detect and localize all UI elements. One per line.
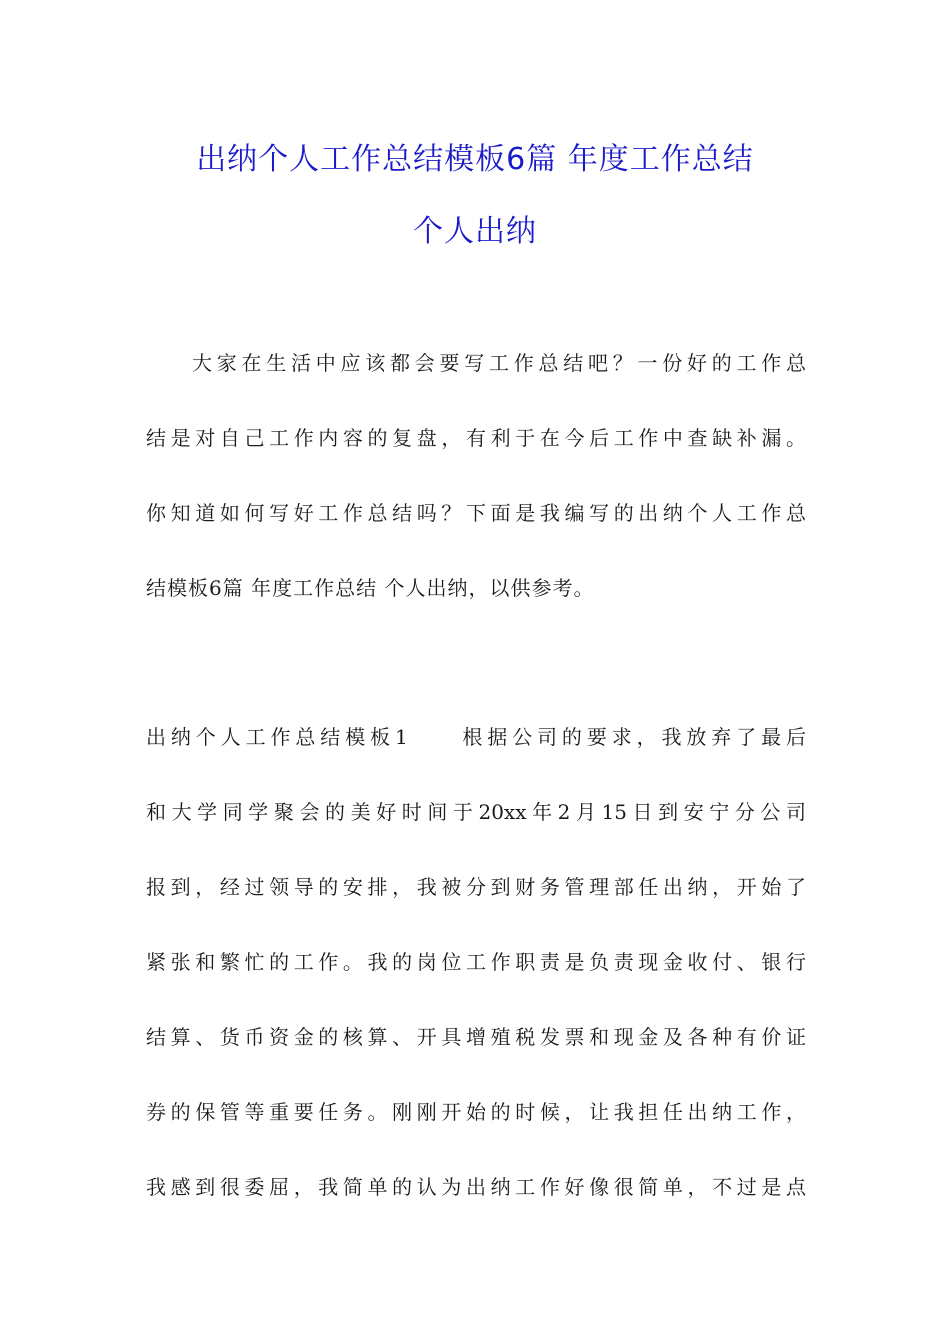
- body-paragraph-line: 紧张和繁忙的工作。我的岗位工作职责是负责现金收付、银行: [146, 950, 806, 974]
- intro-paragraph-line: 大家在生活中应该都会要写工作总结吧？一份好的工作总: [192, 351, 806, 375]
- intro-paragraph-line: 结模板6篇 年度工作总结 个人出纳，以供参考。: [146, 576, 595, 600]
- intro-paragraph-line: 结是对自己工作内容的复盘，有利于在今后工作中查缺补漏。: [146, 426, 806, 450]
- body-paragraph-line: 出纳个人工作总结模板1 根据公司的要求，我放弃了最后: [146, 725, 806, 749]
- body-paragraph-line: 和大学同学聚会的美好时间于20xx年2月15日到安宁分公司: [146, 800, 806, 824]
- document-title-line-2: 个人出纳: [413, 214, 537, 249]
- intro-paragraph-line: 你知道如何写好工作总结吗？下面是我编写的出纳个人工作总: [146, 501, 806, 525]
- body-paragraph-line: 我感到很委屈，我简单的认为出纳工作好像很简单，不过是点: [146, 1175, 806, 1199]
- body-paragraph-line: 券的保管等重要任务。刚刚开始的时候，让我担任出纳工作，: [146, 1100, 806, 1124]
- body-paragraph-line: 报到，经过领导的安排，我被分到财务管理部任出纳，开始了: [146, 875, 806, 899]
- body-paragraph-line: 结算、货币资金的核算、开具增殖税发票和现金及各种有价证: [146, 1025, 806, 1049]
- document-title-line-1: 出纳个人工作总结模板6篇 年度工作总结: [196, 142, 754, 177]
